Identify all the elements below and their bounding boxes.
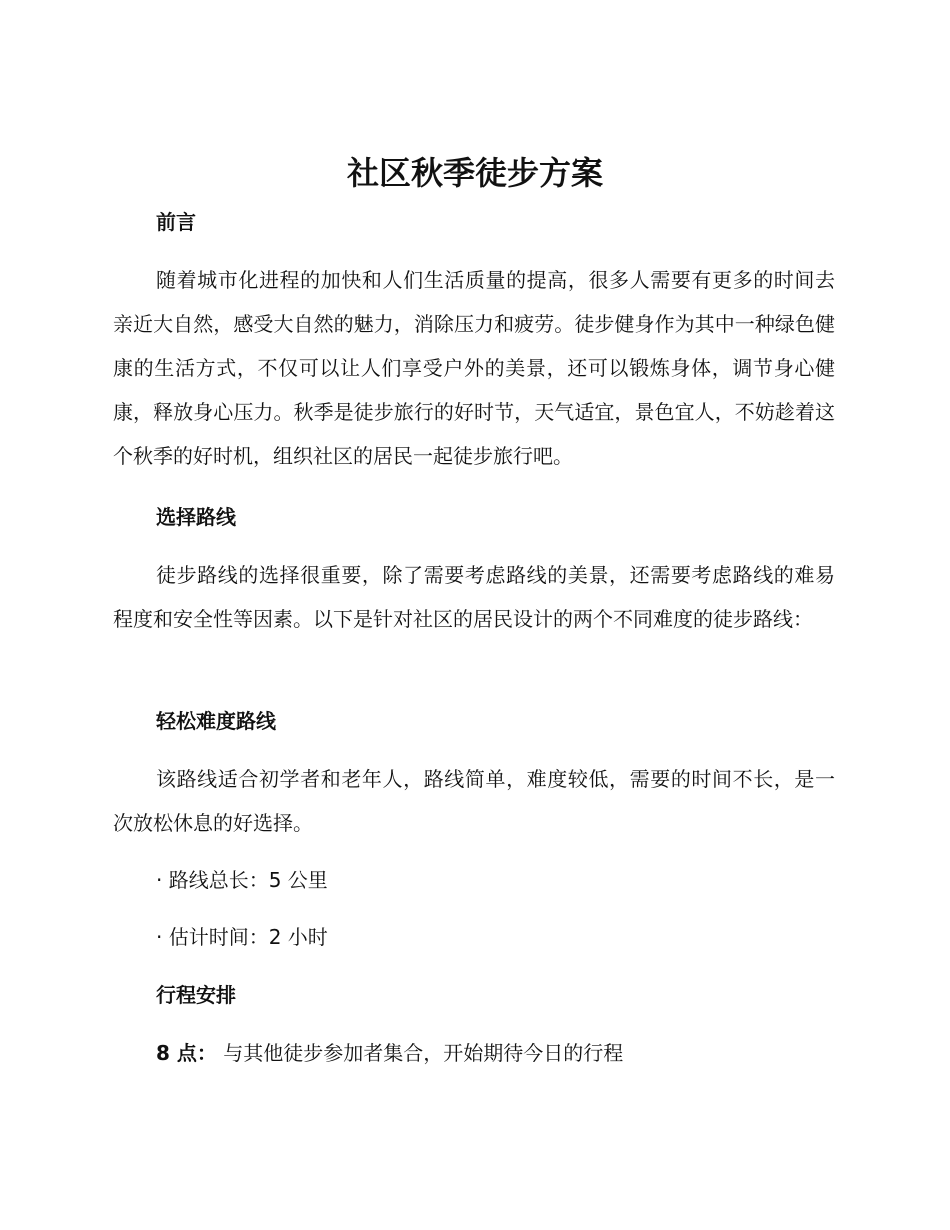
list-item-estimated-time: · 估计时间：2 小时: [156, 925, 328, 949]
document-title: 社区秋季徒步方案: [346, 154, 603, 192]
section-body-preface: 随着城市化进程的加快和人们生活质量的提高，很多人需要有更多的时间去亲近大自然，感受大自然的魅力，消除压力和疲劳。徒步健身作为其中一种绿色健康的生活方式，不仅可以让人们享受户外的美景，还可以锻炼身体，调节身心健康，释放身心压力。秋季是徒步旅行的好时节，天气适宜，景色宜人，不妨趁着这个秋季的好时机，组织社区的居民一起徒步旅行吧。: [113, 268, 835, 468]
schedule-entry-time: 8 点：: [156, 1041, 217, 1065]
section-heading-schedule: 行程安排: [156, 983, 236, 1007]
section-body-easy-route: 该路线适合初学者和老年人，路线简单，难度较低，需要的时间不长，是一次放松休息的好选择。: [113, 767, 835, 835]
section-heading-route: 选择路线: [156, 505, 236, 529]
section-heading-preface: 前言: [156, 210, 196, 234]
list-item-route-length: · 路线总长：5 公里: [156, 868, 328, 892]
section-body-route: 徒步路线的选择很重要，除了需要考虑路线的美景，还需要考虑路线的难易程度和安全性等因素。以下是针对社区的居民设计的两个不同难度的徒步路线：: [113, 563, 835, 631]
schedule-entry: [156, 1039, 623, 1067]
schedule-entry-text: 与其他徒步参加者集合，开始期待今日的行程: [216, 1041, 624, 1065]
section-heading-easy-route: 轻松难度路线: [156, 709, 276, 733]
